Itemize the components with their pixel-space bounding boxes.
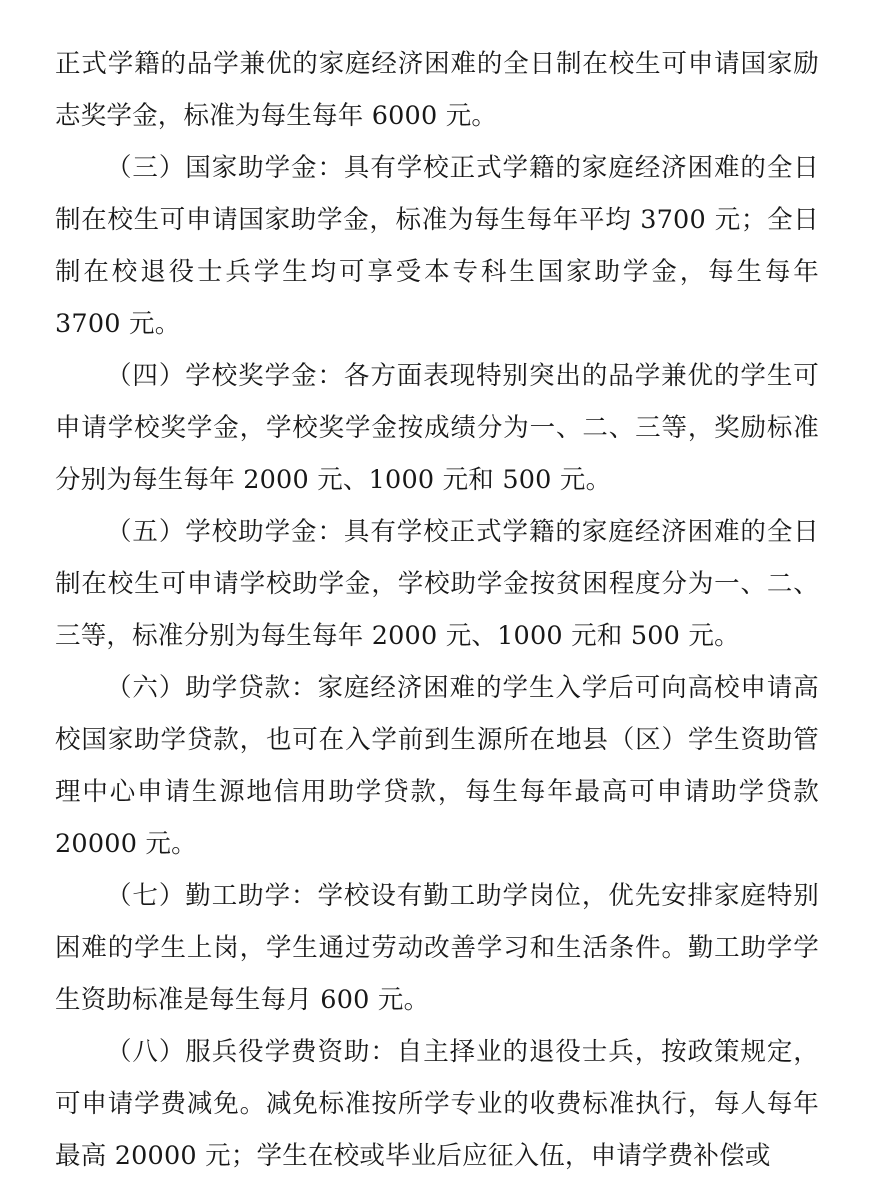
- paragraph-item-8: （八）服兵役学费资助：自主择业的退役士兵，按政策规定，可申请学费减免。减免标准按所学专业的收费标准执行，每人每年最高 20000 元；学生在校或毕业后应征入伍，申请学费补偿或: [55, 1037, 819, 1171]
- paragraph-item-4: （四）学校奖学金：各方面表现特别突出的品学兼优的学生可申请学校奖学金，学校奖学金按成绩分为一、二、三等，奖励标准分别为每生每年 2000 元、1000 元和 500 元。: [55, 361, 819, 495]
- paragraph-item-3: （三）国家助学金：具有学校正式学籍的家庭经济困难的全日制在校生可申请国家助学金，标准为每生每年平均 3700 元；全日制在校退役士兵学生均可享受本专科生国家助学金，每生每年 3700 元。: [55, 153, 819, 339]
- paragraph-item-7: （七）勤工助学：学校设有勤工助学岗位，优先安排家庭特别困难的学生上岗，学生通过劳动改善学习和生活条件。勤工助学学生资助标准是每生每月 600 元。: [55, 881, 819, 1015]
- paragraph-continued: 正式学籍的品学兼优的家庭经济困难的全日制在校生可申请国家励志奖学金，标准为每生每年 6000 元。: [55, 49, 819, 131]
- paragraph-item-5: （五）学校助学金：具有学校正式学籍的家庭经济困难的全日制在校生可申请学校助学金，学校助学金按贫困程度分为一、二、三等，标准分别为每生每年 2000 元、1000 元和 500 元。: [55, 517, 819, 651]
- paragraph-item-6: （六）助学贷款：家庭经济困难的学生入学后可向高校申请高校国家助学贷款，也可在入学前到生源所在地县（区）学生资助管理中心申请生源地信用助学贷款，每生每年最高可申请助学贷款 20000 元。: [55, 673, 819, 859]
- document-body: [55, 38, 819, 1182]
